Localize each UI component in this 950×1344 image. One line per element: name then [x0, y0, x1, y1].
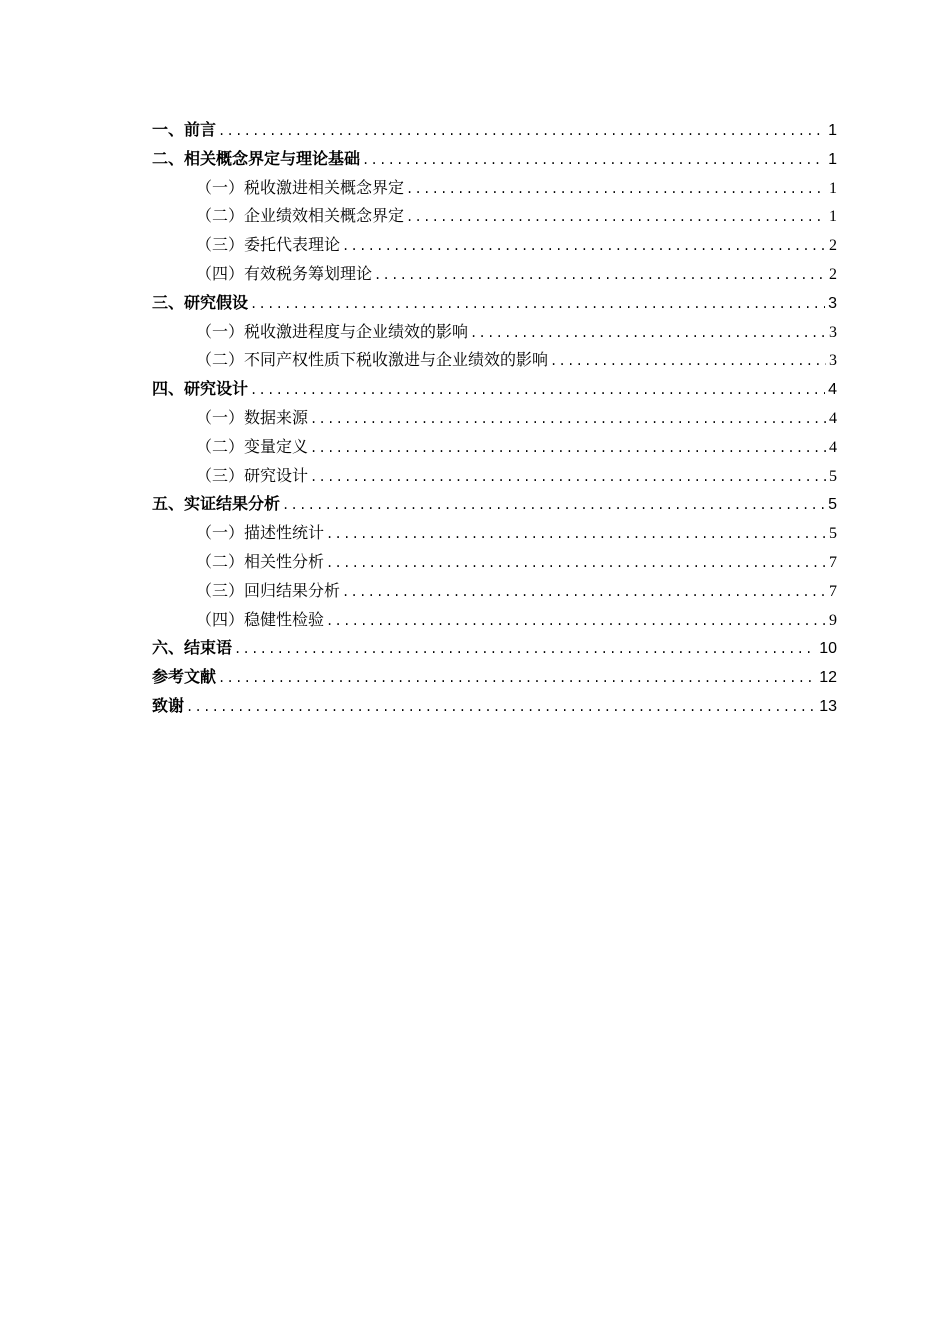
toc-leader-dots: [282, 491, 825, 520]
toc-entry-page: 2: [829, 265, 837, 283]
toc-entry[interactable]: [152, 606, 837, 635]
toc-entry-title: 致谢: [152, 695, 185, 715]
toc-entry-page: 13: [819, 697, 837, 715]
toc-leader-dots: [326, 549, 826, 578]
toc-entry-title: （三）回归结果分析: [196, 580, 341, 600]
toc-leader-dots: [342, 578, 826, 607]
toc-leader-dots: [342, 232, 826, 261]
toc-entry[interactable]: [152, 490, 837, 519]
toc-entry-page: 4: [828, 381, 837, 399]
toc-entry-page: 4: [829, 438, 837, 456]
toc-entry-page: 1: [828, 122, 837, 139]
toc-entry-page: 3: [829, 352, 837, 370]
toc-entry-page: 12: [819, 669, 837, 687]
toc-leader-dots: [470, 319, 826, 348]
toc-entry[interactable]: [152, 548, 837, 577]
toc-entry-title: （二）不同产权性质下税收激进与企业绩效的影响: [196, 350, 549, 370]
toc-entry-title: 参考文献: [152, 667, 217, 687]
toc-leader-dots: [406, 203, 826, 232]
toc-entry-title: （一）税收激进程度与企业绩效的影响: [196, 321, 469, 341]
toc-entry-page: 3: [828, 294, 837, 312]
toc-entry-page: 3: [829, 323, 837, 341]
toc-entry[interactable]: [152, 433, 837, 462]
toc-leader-dots: [550, 347, 826, 376]
toc-entry-title: 一、前言: [152, 120, 217, 139]
toc-leader-dots: [406, 175, 826, 204]
toc-leader-dots: [218, 664, 816, 693]
toc-entry-title: 五、实证结果分析: [152, 494, 281, 514]
toc-entry[interactable]: [152, 260, 837, 289]
toc-entry-page: 2: [829, 237, 837, 255]
toc-entry-title: （三）研究设计: [196, 465, 309, 485]
toc-leader-dots: [326, 607, 826, 636]
toc-entry-title: （四）有效税务筹划理论: [196, 263, 373, 283]
toc-entry-title: （一）描述性统计: [196, 523, 325, 543]
toc-entry-page: 9: [829, 611, 837, 629]
toc-leader-dots: [310, 463, 826, 492]
toc-entry-page: 7: [829, 582, 837, 600]
toc-leader-dots: [186, 693, 816, 722]
toc-entry[interactable]: [152, 404, 837, 433]
toc-entry[interactable]: [152, 462, 837, 491]
toc-entry-title: （二）变量定义: [196, 436, 309, 456]
toc-leader-dots: [310, 434, 826, 463]
toc-entry[interactable]: [152, 577, 837, 606]
toc-entry-title: （三）委托代表理论: [196, 235, 341, 255]
toc-entry[interactable]: [152, 289, 837, 318]
toc-leader-dots: [250, 376, 825, 405]
toc-entry-title: （二）相关性分析: [196, 551, 325, 571]
toc-entry-title: （二）企业绩效相关概念界定: [196, 206, 405, 226]
toc-entry[interactable]: [152, 174, 837, 203]
toc-leader-dots: [218, 117, 825, 146]
toc-entry-title: 六、结束语: [152, 638, 233, 658]
toc-entry-page: 5: [829, 467, 837, 485]
toc-leader-dots: [362, 146, 825, 175]
toc-entry-title: （四）稳健性检验: [196, 609, 325, 629]
toc-entry[interactable]: [152, 375, 837, 404]
toc-entry[interactable]: [152, 519, 837, 548]
toc-leader-dots: [374, 261, 826, 290]
toc-leader-dots: [310, 405, 826, 434]
toc-entry[interactable]: [152, 692, 837, 721]
toc-entry[interactable]: [152, 202, 837, 231]
toc-leader-dots: [250, 290, 825, 319]
toc-entry-page: 1: [828, 150, 837, 168]
toc-entry-page: 7: [829, 553, 837, 571]
toc-entry-title: 四、研究设计: [152, 379, 249, 399]
toc-entry-page: 10: [819, 640, 837, 658]
table-of-contents: [152, 116, 837, 721]
toc-entry-title: （一）税收激进相关概念界定: [196, 177, 405, 197]
toc-entry-page: 4: [829, 409, 837, 427]
toc-leader-dots: [234, 635, 816, 664]
toc-entry-title: 三、研究假设: [152, 292, 249, 312]
toc-entry[interactable]: [152, 634, 837, 663]
toc-entry-page: 1: [829, 179, 837, 197]
toc-entry[interactable]: [152, 663, 837, 692]
toc-leader-dots: [326, 520, 826, 549]
toc-entry-title: 二、相关概念界定与理论基础: [152, 148, 361, 168]
toc-entry[interactable]: [152, 145, 837, 174]
toc-entry[interactable]: [152, 318, 837, 347]
toc-entry-page: 1: [829, 208, 837, 226]
toc-entry-page: 5: [828, 496, 837, 514]
toc-entry[interactable]: [152, 346, 837, 375]
toc-entry-page: 5: [829, 525, 837, 543]
toc-entry-title: （一）数据来源: [196, 407, 309, 427]
toc-entry[interactable]: [152, 116, 837, 145]
toc-entry[interactable]: [152, 231, 837, 260]
